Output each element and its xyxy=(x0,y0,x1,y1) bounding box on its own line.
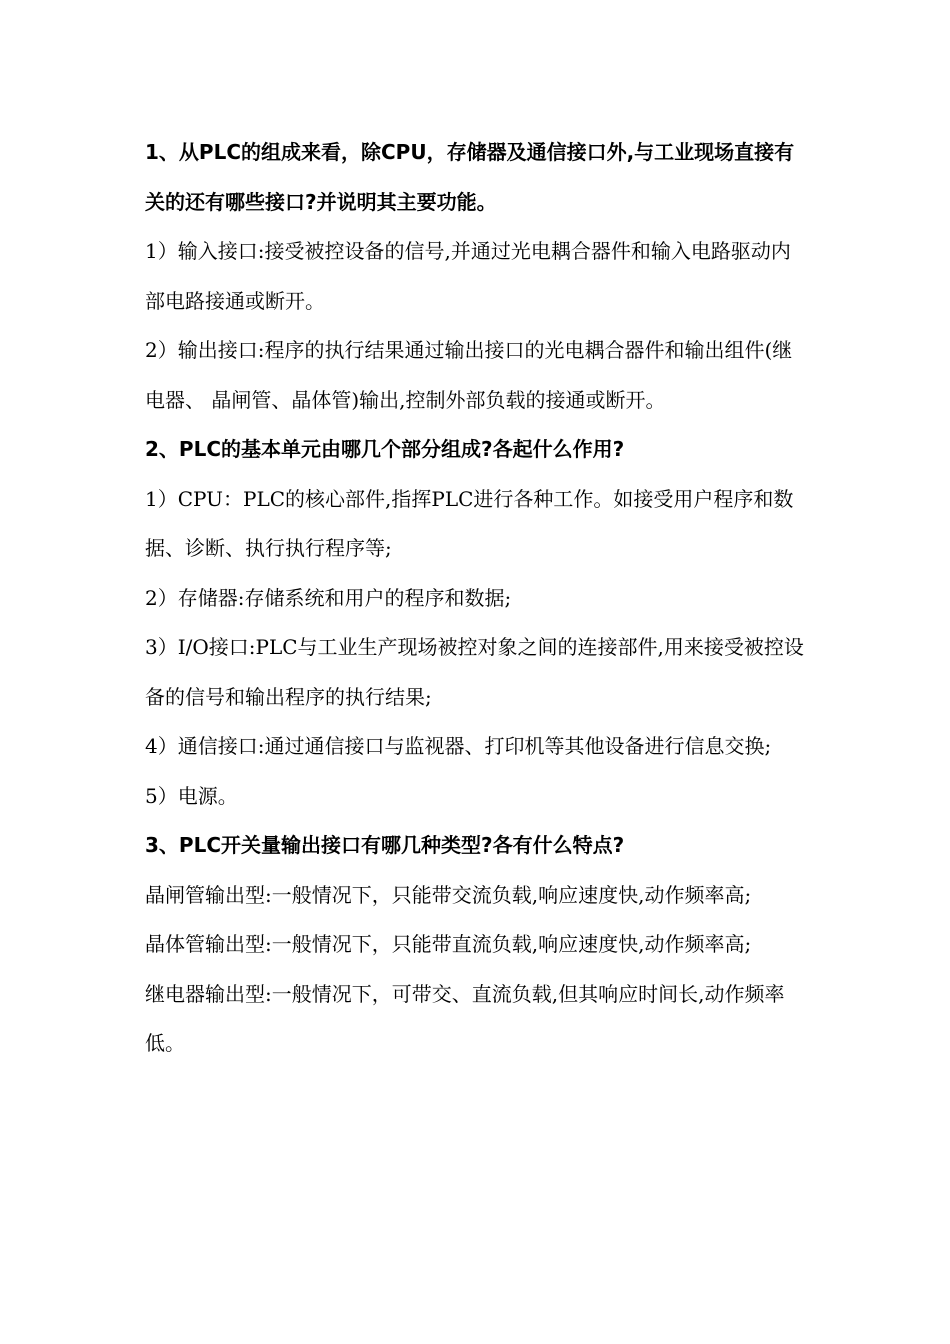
answer-3-item-1: 晶闸管输出型:一般情况下，只能带交流负载,响应速度快,动作频率高; xyxy=(145,882,752,907)
document-body xyxy=(145,128,810,1069)
answer-2-item-4: 4）通信接口:通过通信接口与监视器、打印机等其他设备进行信息交换; xyxy=(145,734,772,758)
answer-2-item-3: 3）I/O接口:PLC与工业生产现场被控对象之间的连接部件,用来接受被控设备的信号和输出程序的执行结果; xyxy=(145,635,804,709)
answer-2-item-5: 5）电源。 xyxy=(145,783,238,808)
answer-3-item-2: 晶体管输出型:一般情况下，只能带直流负载,响应速度快,动作频率高; xyxy=(145,932,752,956)
answer-1-item-2: 2）输出接口:程序的执行结果通过输出接口的光电耦合器件和输出组件(继电器、 晶闸管、晶体管)输出,控制外部负载的接通或断开。 xyxy=(145,338,793,412)
answer-1-item-1: 1）输入接口:接受被控设备的信号,并通过光电耦合器件和输入电路驱动内部电路接通或断开。 xyxy=(145,239,791,313)
answer-2-item-1: 1）CPU：PLC的核心部件,指挥PLC进行各种工作。如接受用户程序和数据、诊断、执行执行程序等; xyxy=(145,486,794,560)
question-3: 3、PLC开关量输出接口有哪几种类型?各有什么特点? xyxy=(145,833,625,857)
answer-2-item-2: 2）存储器:存储系统和用户的程序和数据; xyxy=(145,585,512,610)
answer-3-item-3: 继电器输出型:一般情况下，可带交、直流负载,但其响应时间长,动作频率低。 xyxy=(145,981,785,1055)
question-1: 1、从PLC的组成来看，除CPU，存储器及通信接口外,与工业现场直接有关的还有哪些接口?并说明其主要功能。 xyxy=(145,140,795,214)
question-2: 2、PLC的基本单元由哪几个部分组成?各起什么作用? xyxy=(145,437,625,461)
